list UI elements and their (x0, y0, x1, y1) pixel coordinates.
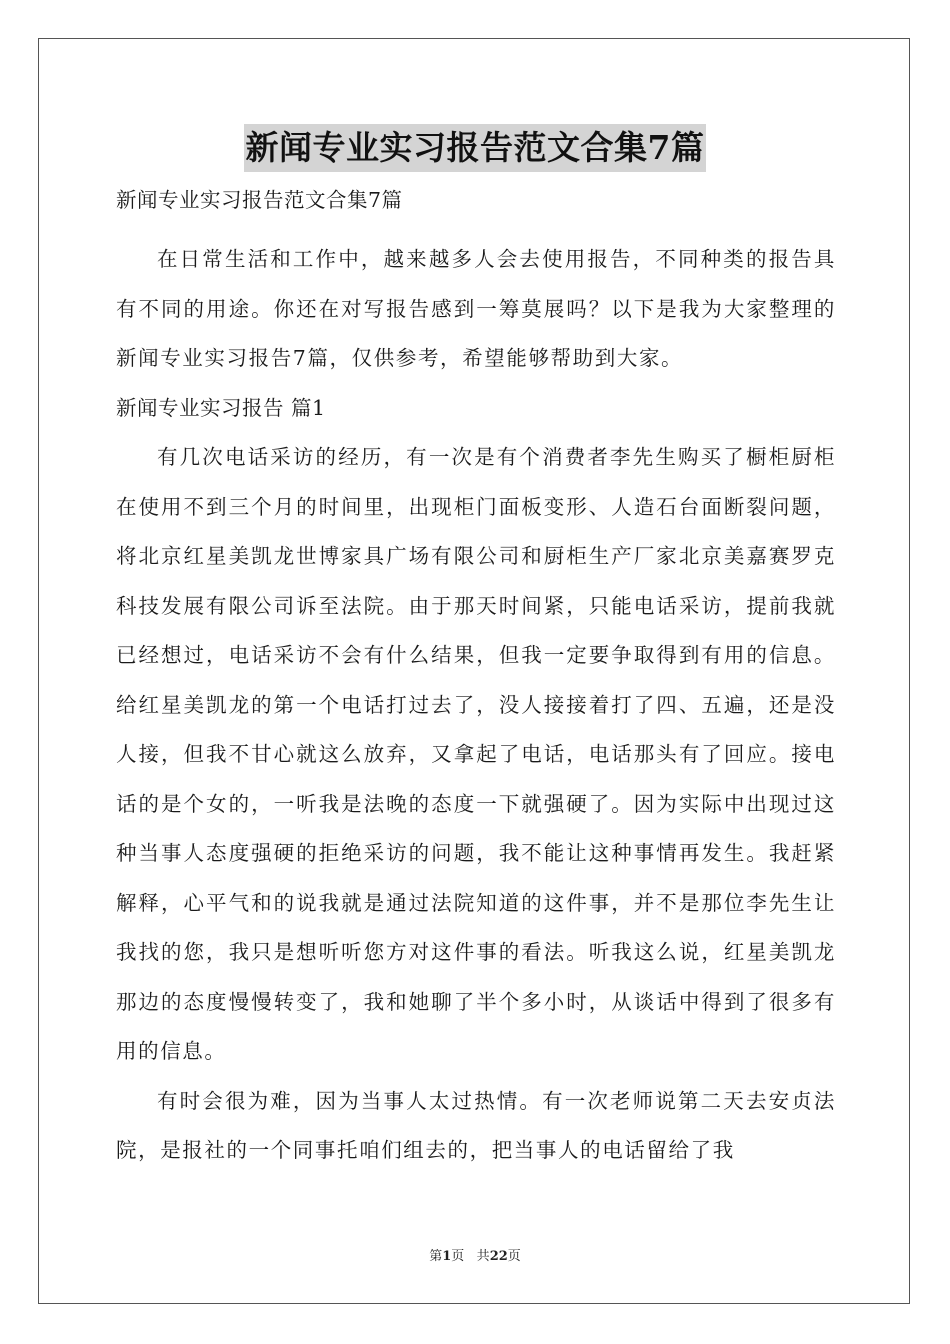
document-subtitle: 新闻专业实习报告范文合集7篇 (116, 188, 403, 212)
body-paragraph: 有几次电话采访的经历，有一次是有个消费者李先生购买了橱柜厨柜在使用不到三个月的时间里，出现柜门面板变形、人造石台面断裂问题，将北京红星美凯龙世博家具广场有限公司和厨柜生产厂家北京美嘉赛罗克科技发展有限公司诉至法院。由于那天时间紧，只能电话采访，提前我就已经想过，电话采访不会有什么结果，但我一定要争取得到有用的信息。给红星美凯龙的第一个电话打过去了，没人接接着打了四、五遍，还是没人接，但我不甘心就这么放弃，又拿起了电话，电话那头有了回应。接电话的是个女的，一听我是法晚的态度一下就强硬了。因为实际中出现过这种当事人态度强硬的拒绝采访的问题，我不能让这种事情再发生。我赶紧解释，心平气和的说我就是通过法院知道的这件事，并不是那位李先生让我找的您，我只是想听听您方对这件事的看法。听我这么说，红星美凯龙那边的态度慢慢转变了，我和她聊了半个多小时，从谈话中得到了很多有用的信息。 (116, 445, 836, 1063)
document-title: 新闻专业实习报告范文合集7篇 (244, 124, 707, 172)
page-number: 1 (442, 1249, 452, 1264)
title-wrap (0, 124, 950, 172)
page-footer (0, 1245, 950, 1264)
document-body (116, 182, 836, 1176)
page-label-prefix: 第 (429, 1249, 443, 1264)
total-label-prefix: 共 (476, 1249, 490, 1264)
section-heading: 新闻专业实习报告 篇1 (116, 395, 326, 420)
body-paragraph: 有时会很为难，因为当事人太过热情。有一次老师说第二天去安贞法院，是报社的一个同事托咱们组去的，把当事人的电话留给了我 (116, 1088, 836, 1162)
page-label-suffix: 页 (451, 1249, 465, 1264)
total-label-suffix: 页 (507, 1249, 521, 1264)
total-pages: 22 (489, 1249, 508, 1264)
intro-paragraph: 在日常生活和工作中，越来越多人会去使用报告，不同种类的报告具有不同的用途。你还在对写报告感到一筹莫展吗？以下是我为大家整理的新闻专业实习报告7篇，仅供参考，希望能够帮助到大家。 (116, 247, 836, 370)
